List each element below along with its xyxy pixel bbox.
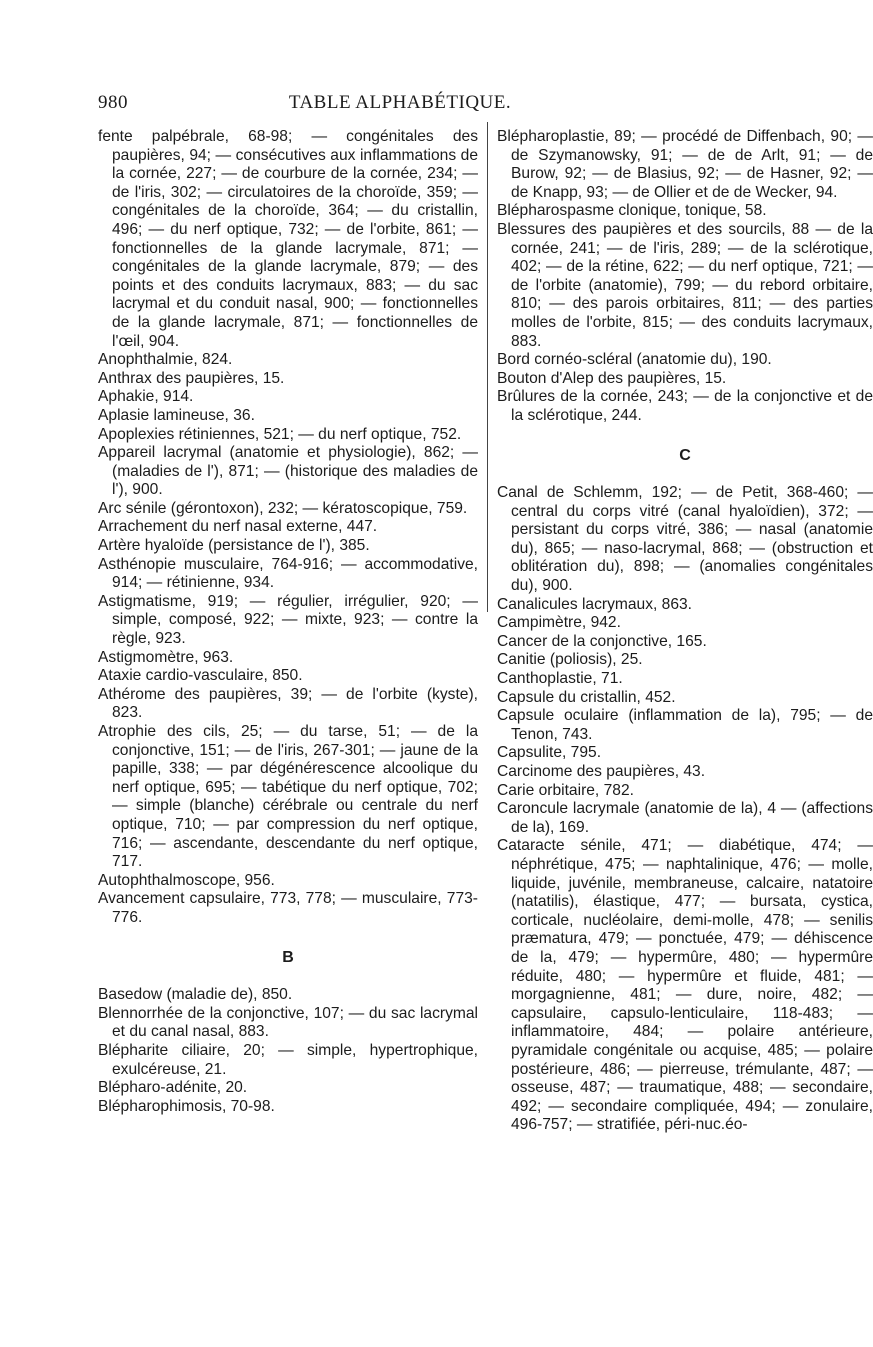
index-entry: Autophthalmoscope, 956.: [98, 871, 275, 889]
index-entry: Astigmomètre, 963.: [98, 648, 234, 666]
index-entry: Bord cornéo-scléral (anatomie du), 190.: [497, 351, 772, 369]
index-entry: Asthénopie musculaire, 764-916; — accommodative, 914; — rétinienne, 934.: [98, 555, 478, 592]
page-number: 980: [98, 92, 128, 113]
index-entry: Canthoplastie, 71.: [497, 670, 623, 688]
index-entry: Capsule oculaire (inflammation de la), 795; — de Tenon, 743.: [497, 707, 873, 743]
index-entry: Blessures des paupières et des sourcils, 88 — de la cornée, 241; — de l'iris, 289; — de la sclérotique, 402; — de la rétine, 622; — du nerf optique, 721; — de l'orbite (anatomie), 799; — du rebord orbitaire, 810; — des parois orbitaires, 811; — des parties molles de l'orbite, 815; — des conduits lacrymaux, 883.: [497, 220, 873, 350]
index-entry: Capsule du cristallin, 452.: [497, 688, 676, 706]
index-entry: Artère hyaloïde (persistance de l'), 385.: [98, 537, 370, 555]
index-entry: Blépharophimosis, 70-98.: [98, 1097, 275, 1115]
index-entry: Blépharite ciliaire, 20; — simple, hypertrophique, exulcéreuse, 21.: [98, 1041, 478, 1078]
index-entry: Arc sénile (gérontoxon), 232; — kératoscopique, 759.: [98, 499, 468, 517]
index-entry: Canitie (poliosis), 25.: [497, 651, 643, 669]
index-entry: Aphakie, 914.: [98, 388, 194, 406]
section-heading-c: C: [679, 446, 691, 464]
index-entry: Basedow (maladie de), 850.: [98, 986, 293, 1004]
index-entry: Aplasie lamineuse, 36.: [98, 406, 255, 424]
index-entry: Canal de Schlemm, 192; — de Petit, 368-460; — central du corps vitré (canal hyaloïdien), 372; — persistant du corps vitré, 386; — nasal (anatomie du), 865; — naso-lacrymal, 868; — (obstruction et oblitération du), 898; — (anomalies congénitales du), 900.: [497, 484, 873, 595]
index-entry: Atrophie des cils, 25; — du tarse, 51; — de la conjonctive, 151; — de l'iris, 267-301; — jaune de la papille, 338; — par dégénérescence alcoolique du nerf optique, 695; — tabétique du nerf optique, 702; — simple (blanche) cérébrale ou centrale du nerf optique, 710; — par compression du nerf optique, 716; — ascendante, descendante du nerf optique, 717.: [98, 723, 478, 871]
section-heading-b: B: [282, 948, 294, 966]
left-column: [98, 128, 478, 1116]
page-header: [0, 92, 800, 114]
index-entry: Avancement capsulaire, 773, 778; — musculaire, 773-776.: [98, 890, 478, 926]
right-column: [497, 128, 873, 1135]
index-entry: Astigmatisme, 919; — régulier, irrégulier, 920; — simple, composé, 922; — mixte, 923; — contre la règle, 923.: [98, 592, 478, 648]
index-entry: Anthrax des paupières, 15.: [98, 369, 285, 387]
index-entry: Campimètre, 942.: [497, 614, 621, 632]
index-entry: Blépharoplastie, 89; — procédé de Diffenbach, 90; — de Szymanowsky, 91; — de de Arlt, 91; — de Burow, 92; — de Blasius, 92; — de Hasner, 92; — de Knapp, 93; — de Ollier et de de Wecker, 94.: [497, 128, 873, 201]
index-entry: Blépharo-adénite, 20.: [98, 1079, 248, 1097]
index-entry: Ataxie cardio-vasculaire, 850.: [98, 667, 303, 685]
index-entry: Cancer de la conjonctive, 165.: [497, 632, 707, 650]
index-entry: Anophthalmie, 824.: [98, 351, 233, 369]
index-entry: Blennorrhée de la conjonctive, 107; — du sac lacrymal et du canal nasal, 883.: [98, 1004, 478, 1041]
index-entry: Capsulite, 795.: [497, 744, 602, 762]
index-entry: Carcinome des paupières, 43.: [497, 763, 706, 780]
index-entry: Cataracte sénile, 471; — diabétique, 474; — néphrétique, 475; — naphtalinique, 476; — molle, liquide, juvénile, membraneuse, calcaire, natatoire (natatilis), élastique, 477; — bursata, cystica, corticale, nucléolaire, demi-molle, 478; — senilis præmatura, 479; — ponctuée, 479; — déhiscence de la, 479; — hypermûre, 480; — hypermûre réduite, 480; — hypermûre et fluide, 481; — morgagnienne, 481; — dure, noire, 482; — capsulaire, capsulo-lenticulaire, 118-483; — inflammatoire, 484; — polaire antérieure, pyramidale congénitale ou acquise, 485; — polaire postérieure, 486; — pierreuse, trémulante, 487; — osseuse, 487; — traumatique, 488; — secondaire, 492; — secondaire compliquée, 494; — zonulaire, 496-757; — stratifiée, péri-nuc.éo-: [497, 837, 873, 1134]
index-entry: Bouton d'Alep des paupières, 15.: [497, 369, 727, 387]
index-entry: Arrachement du nerf nasal externe, 447.: [98, 518, 378, 536]
index-entry: Apoplexies rétiniennes, 521; — du nerf optique, 752.: [98, 425, 462, 443]
index-entry: Carie orbitaire, 782.: [497, 781, 634, 799]
index-entry: Athérome des paupières, 39; — de l'orbite (kyste), 823.: [98, 685, 478, 722]
index-entry: Canalicules lacrymaux, 863.: [497, 595, 693, 613]
index-entry: Brûlures de la cornée, 243; — de la conjonctive et de la sclérotique, 244.: [497, 388, 873, 424]
index-entry: fente palpébrale, 68-98; — congénitales des paupières, 94; — consécutives aux inflammations de la cornée, 227; — de courbure de la cornée, 234; — de l'iris, 302; — circulatoires de la choroïde, 359; — congénitales de la choroïde, 364; — du cristallin, 496; — du nerf optique, 732; — de l'orbite, 861; — fonctionnelles de la glande lacrymale, 871; — congénitales de la glande lacrymale, 879; — des points et des conduits lacrymaux, 883; — du sac lacrymal et du conduit nasal, 900; — fonctionnelles de la glande lacrymale, 871; — fonctionnelles de l'œil, 904.: [98, 128, 478, 350]
index-entry: Caroncule lacrymale (anatomie de la), 4 — (affections de la), 169.: [497, 800, 873, 836]
index-entry: Blépharospasme clonique, tonique, 58.: [497, 202, 767, 220]
page-title: TABLE ALPHABÉTIQUE.: [288, 92, 512, 113]
index-entry: Appareil lacrymal (anatomie et physiologie), 862; — (maladies de l'), 871; — (historique des maladies de l'), 900.: [98, 444, 478, 499]
column-divider: [487, 122, 488, 612]
